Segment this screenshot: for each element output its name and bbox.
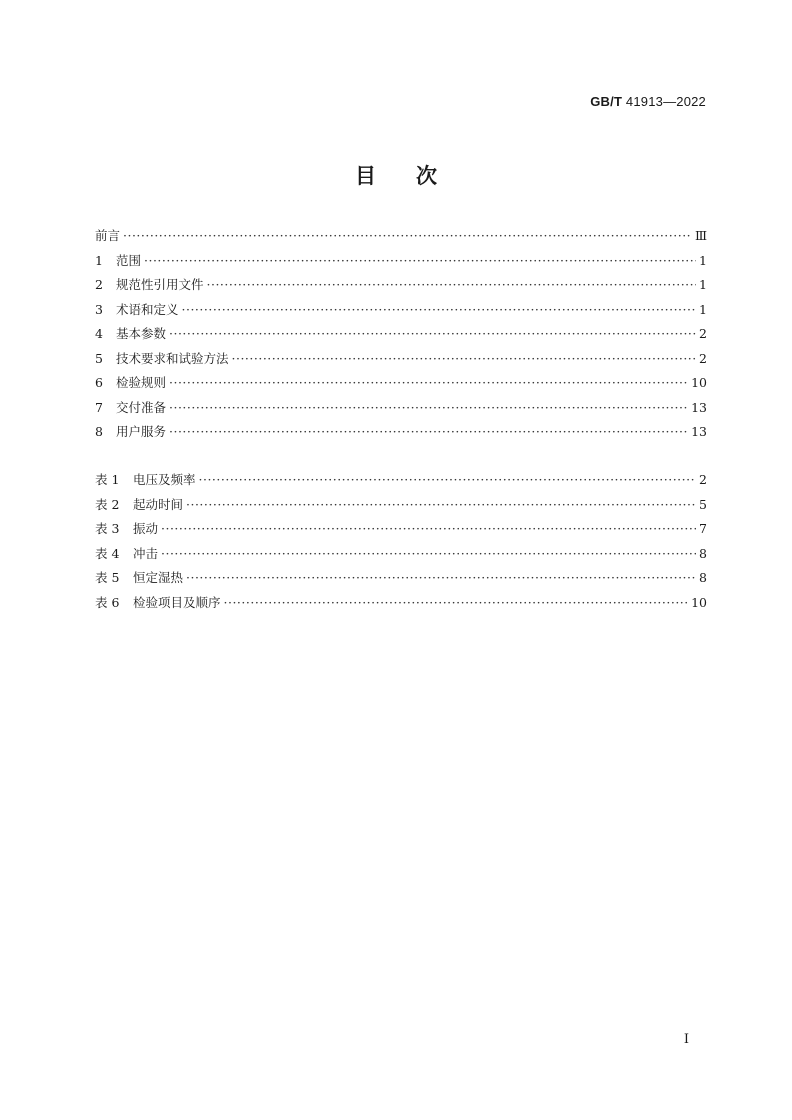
toc-entry-label: 交付准备	[116, 399, 167, 415]
toc-entry-table-4[interactable]	[95, 542, 707, 567]
toc-entry-label: 基本参数	[116, 326, 167, 341]
toc-entry-page: 10	[691, 594, 707, 610]
toc-entry-number: 表 3	[95, 521, 120, 536]
toc-entry-section-5[interactable]	[95, 347, 707, 372]
toc-entry-page: 8	[699, 545, 707, 561]
page-number: I	[683, 1032, 689, 1047]
standard-prefix: GB/T	[590, 94, 623, 109]
toc-entry-number: 3	[95, 301, 103, 317]
toc-entry-number: 表 6	[95, 594, 120, 610]
toc-leader	[207, 273, 697, 298]
toc-tables	[95, 468, 707, 615]
toc-entry-foreword[interactable]	[95, 224, 707, 249]
toc-entry-page: 1	[699, 277, 707, 292]
toc-entry-number: 2	[95, 277, 103, 292]
toc-entry-page: 10	[691, 375, 707, 390]
toc-leader	[169, 322, 696, 347]
toc-entry-section-3[interactable]	[95, 298, 707, 323]
toc-entry-page: Ⅲ	[694, 228, 707, 243]
toc-entry-page: 2	[699, 472, 707, 487]
toc-entry-number: 表 1	[95, 472, 120, 487]
toc-entry-label: 范围	[116, 252, 142, 268]
toc-entry-label: 起动时间	[133, 496, 184, 512]
page-title: 目次	[355, 164, 477, 188]
toc-entry-section-7[interactable]	[95, 396, 707, 421]
toc-leader	[186, 566, 696, 591]
toc-entry-section-2[interactable]	[95, 273, 707, 298]
toc-entry-label: 电压及频率	[133, 472, 196, 487]
toc-entry-page: 2	[699, 326, 707, 341]
toc-entry-number: 5	[95, 350, 103, 366]
toc-entry-table-5[interactable]	[95, 566, 707, 591]
toc-entry-page: 1	[699, 301, 707, 317]
toc-entry-label: 恒定湿热	[133, 570, 184, 585]
toc-entry-table-2[interactable]	[95, 493, 707, 518]
toc-entry-number: 1	[95, 252, 103, 268]
toc-entry-label: 冲击	[133, 545, 159, 561]
toc-entry-label: 技术要求和试验方法	[116, 350, 229, 366]
toc-leader	[161, 542, 696, 567]
toc-entry-page: 2	[699, 350, 707, 366]
toc-leader	[169, 396, 688, 421]
toc-entry-table-6[interactable]	[95, 591, 707, 616]
toc-sections	[95, 224, 707, 445]
toc-entry-label: 振动	[133, 521, 159, 536]
toc-leader	[182, 298, 697, 323]
toc-leader	[169, 420, 688, 445]
toc-entry-label: 规范性引用文件	[116, 277, 204, 292]
toc-entry-table-1[interactable]	[95, 468, 707, 493]
toc-entry-page: 7	[699, 521, 707, 536]
toc-entry-number: 表 5	[95, 570, 120, 585]
toc-entry-section-8[interactable]	[95, 420, 707, 445]
toc-entry-number: 4	[95, 326, 103, 341]
toc-entry-page: 13	[691, 424, 707, 439]
toc-entry-number: 表 2	[95, 496, 120, 512]
toc-leader	[161, 517, 696, 542]
toc-entry-section-4[interactable]	[95, 322, 707, 347]
toc-leader	[232, 347, 697, 372]
toc-entry-page: 1	[699, 252, 707, 268]
toc-entry-number: 6	[95, 375, 103, 390]
toc-entry-label: 检验规则	[116, 375, 167, 390]
standard-number: 41913—2022	[625, 94, 706, 109]
toc-leader	[199, 468, 697, 493]
toc-leader	[224, 591, 689, 616]
toc-entry-label: 检验项目及顺序	[133, 594, 221, 610]
toc-entry-label: 术语和定义	[116, 301, 179, 317]
toc-leader	[186, 493, 696, 518]
toc-leader	[169, 371, 688, 396]
toc-entry-page: 5	[699, 496, 707, 512]
toc-entry-label: 用户服务	[116, 424, 167, 439]
toc-entry-page: 13	[691, 399, 707, 415]
toc-entry-number: 表 4	[95, 545, 120, 561]
toc-leader	[123, 224, 692, 249]
toc-entry-page: 8	[699, 570, 707, 585]
toc-entry-number: 7	[95, 399, 103, 415]
toc-leader	[144, 249, 696, 274]
toc-entry-label: 前言	[95, 228, 121, 243]
toc-entry-section-1[interactable]	[95, 249, 707, 274]
document-code	[590, 94, 706, 109]
toc-entry-number: 8	[95, 424, 103, 439]
toc-entry-table-3[interactable]	[95, 517, 707, 542]
toc-entry-section-6[interactable]	[95, 371, 707, 396]
